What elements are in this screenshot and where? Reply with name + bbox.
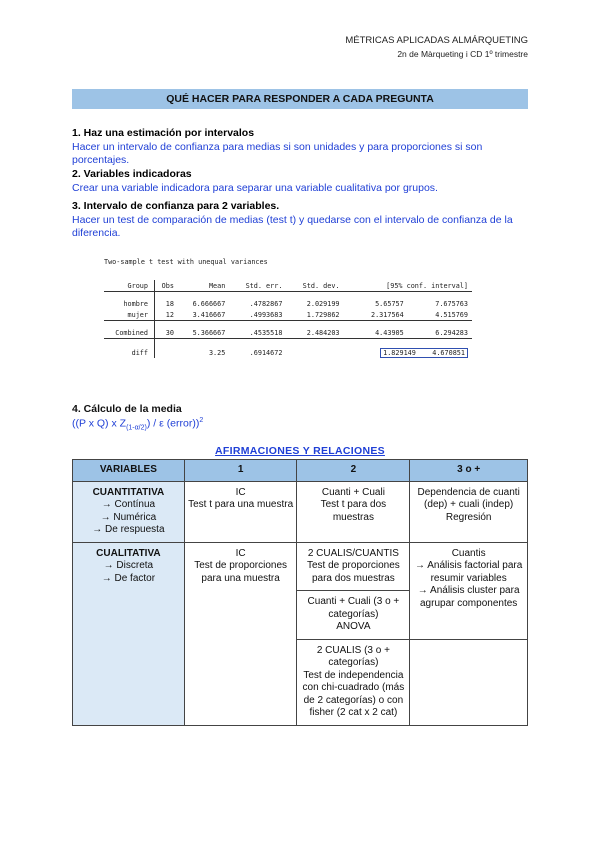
cualitativa-col2b: Cuanti + Cuali (3 o + categorías) ANOVA: [297, 591, 410, 640]
formula-part-b: ) / ε (error)): [146, 417, 200, 430]
stata-cell: 2.484203: [286, 327, 343, 339]
stata-row-hombre: [104, 298, 472, 309]
stata-table: [104, 280, 472, 358]
stata-title: Two-sample t test with unequal variances: [104, 258, 268, 266]
cuantitativa-col2: Cuanti + Cuali Test t para dos muestras: [297, 481, 410, 542]
sample-size-formula: [72, 417, 203, 432]
cuantitativa-col1: IC Test t para una muestra: [184, 481, 297, 542]
cuantitativa-item: → Numérica: [100, 511, 157, 523]
cualitativa-label: [73, 542, 185, 725]
section-2: [72, 168, 532, 195]
stata-cell: 1.729862: [286, 309, 343, 321]
stata-col-se: Std. err.: [229, 280, 286, 292]
stata-col-obs: Obs: [155, 280, 178, 292]
stata-cell: hombre: [104, 298, 155, 309]
stata-header-row: [104, 280, 472, 292]
stata-cell: [286, 347, 343, 358]
section-2-heading: 2. Variables indicadoras: [72, 168, 192, 180]
stata-cell: 3.416667: [178, 309, 229, 321]
ci-upper: 4.670851: [432, 348, 465, 357]
cualitativa-col2c: 2 CUALIS (3 o + categorías) Test de independencia con chi-cuadrado (más de 2 categorías) o con fisher (2 cat x 2 cat): [297, 639, 410, 725]
relations-table: [72, 459, 528, 726]
section-3-heading: 3. Intervalo de confianza para 2 variables.: [72, 200, 280, 212]
stata-col-mean: Mean: [178, 280, 229, 292]
cualitativa-item: → De factor: [101, 572, 156, 584]
stata-cell: 5.366667: [178, 327, 229, 339]
stata-cell: 2.029199: [306, 299, 340, 308]
table-title: AFIRMACIONES Y RELACIONES: [215, 445, 385, 457]
stata-diff-ci: [344, 347, 472, 358]
stata-cell: diff: [104, 347, 155, 358]
stata-cell: 5.65757: [375, 299, 404, 308]
table-header-row: [73, 460, 528, 482]
cuantitativa-item: → De respuesta: [92, 524, 165, 535]
header-title: MÉTRICAS APLICADAS ALMÁRQUETING: [345, 35, 528, 46]
cualitativa-col1: IC Test de proporciones para una muestra: [184, 542, 297, 725]
section-1-heading: 1. Haz una estimación por intervalos: [72, 127, 255, 139]
section-4-heading: 4. Cálculo de la media: [72, 403, 182, 415]
row-cuantitativa: [73, 481, 528, 542]
stata-cell: 12: [155, 309, 178, 321]
stata-cell: 7.675763: [435, 299, 468, 308]
header-1: 1: [184, 460, 297, 482]
cuantitativa-title: CUANTITATIVA: [92, 486, 165, 498]
cuantitativa-label: [73, 481, 185, 542]
stata-cell: 6.666667: [192, 299, 226, 308]
stata-cell: 2.317564: [344, 309, 408, 321]
stata-cell: 4.515769: [408, 309, 472, 321]
header-2: 2: [297, 460, 410, 482]
stata-row-diff: [104, 347, 472, 358]
stata-cell: .4993683: [229, 309, 286, 321]
section-banner: QUÉ HACER PARA RESPONDER A CADA PREGUNTA: [72, 89, 528, 109]
cualitativa-title: CUALITATIVA: [96, 547, 161, 559]
stata-cell: Combined: [104, 327, 155, 339]
stata-cell: 30: [155, 327, 178, 339]
stata-row-combined: [104, 327, 472, 339]
stata-col-ci: [95% conf. interval]: [344, 280, 472, 292]
stata-cell: 4.43905: [344, 327, 408, 339]
cuantitativa-item: → Contínua: [101, 499, 156, 510]
cuantitativa-col3: Dependencia de cuanti (dep) + cuali (indep) Regresión: [410, 481, 528, 542]
stata-cell: .4782867: [249, 299, 283, 308]
section-2-body: Crear una variable indicadora para separar una variable cualitativa por grupos.: [72, 181, 438, 194]
header-3-or-more: 3 o +: [410, 460, 528, 482]
header-subtitle: 2n de Màrqueting i CD 1º trimestre: [397, 49, 528, 59]
section-1: [72, 127, 532, 168]
cualitativa-col2a: 2 CUALIS/CUANTIS Test de proporciones para dos muestras: [297, 542, 410, 591]
stata-col-group: Group: [104, 280, 155, 292]
stata-cell: 3.25: [208, 348, 226, 357]
stata-cell: .6914672: [249, 348, 283, 357]
empty-cell: [410, 639, 528, 725]
ci-lower: 1.829149: [383, 348, 416, 357]
section-3: [72, 200, 532, 241]
stata-cell: 18: [165, 299, 174, 308]
stata-cell: 6.294283: [408, 327, 472, 339]
formula-part-a: ((P x Q) x Z: [72, 417, 127, 430]
formula-superscript: 2: [199, 417, 204, 424]
cualitativa-col3: Cuantis → Análisis factorial para resumir variables → Análisis cluster para agrupar componentes: [410, 542, 528, 639]
formula-subscript: (1-α/2): [126, 424, 147, 432]
header-variables: VARIABLES: [73, 460, 185, 482]
stata-row-mujer: [104, 309, 472, 321]
stata-col-sd: Std. dev.: [286, 280, 343, 292]
stata-cell: mujer: [104, 309, 155, 321]
section-3-body: Hacer un test de comparación de medias (test t) y quedarse con el intervalo de confianza de la diferencia.: [72, 213, 513, 239]
ci-highlight-box: [380, 348, 468, 358]
row-cualitativa: [73, 542, 528, 591]
stata-cell: .4535518: [229, 327, 286, 339]
section-1-body: Hacer un intervalo de confianza para medias si son unidades y para proporciones si son porcentajes.: [72, 140, 483, 166]
cualitativa-item: → Discreta: [103, 560, 154, 571]
stata-cell: [155, 347, 178, 358]
